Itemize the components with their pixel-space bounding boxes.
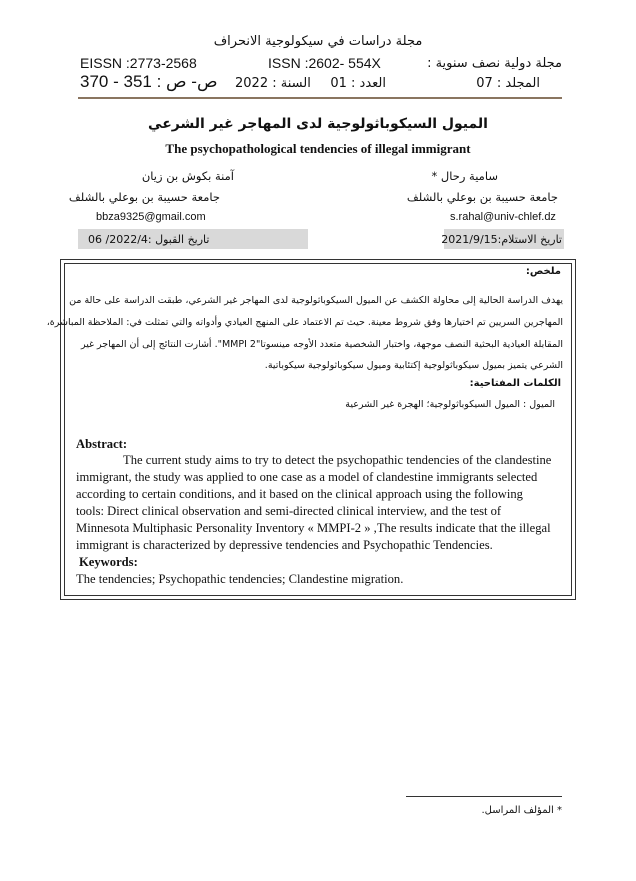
footnote-rule — [406, 796, 562, 797]
english-abstract-line: immigrant, the study was applied to one case as a model of clandestine immigrants selected — [76, 470, 538, 484]
header-rule — [78, 97, 562, 99]
journal-pages: ص- ص : 351 - 370 — [80, 72, 218, 91]
journal-type: مجلة دولية نصف سنوية : — [427, 56, 562, 71]
english-keywords-heading: Keywords: — [79, 555, 138, 569]
english-abstract-line: Minnesota Multiphasic Personality Inventory « MMPI-2 » ,The results indicate that the illegal — [76, 521, 551, 535]
arabic-abstract-line: المهاجرين السريين تم اختيارها وفق شروط معينة. حيث تم الاعتماد على المنهج العيادي وأدواته والتي تمثلت في: الملاحظة المباشرة، — [46, 317, 563, 328]
journal-eissn: EISSN :2773-2568 — [80, 55, 197, 71]
corresponding-author-footnote: * المؤلف المراسل. — [481, 805, 562, 816]
journal-volume: المجلد : 07 — [476, 76, 540, 91]
english-abstract-line: immigrant is characterized by depressive tendencies and Psychopathic Tendencies. — [76, 538, 493, 552]
author-2-name: آمنة بكوش بن زيان — [141, 169, 234, 183]
arabic-keywords: الميول : الميول السيكوباثولوجية؛ الهجرة غير الشرعية — [345, 399, 555, 410]
received-date: تاريخ الاستلام:2021/9/15 — [441, 233, 562, 246]
article-title-english: The psychopathological tendencies of illegal immigrant — [165, 141, 471, 156]
accepted-date: تاريخ القبول :2022/4/ 06 — [88, 233, 210, 246]
english-abstract-line: tools: Direct clinical observation and semi-directed clinical interview, and the test of — [76, 504, 502, 518]
article-title-arabic: الميول السيكوباثولوجية لدى المهاجر غير الشرعي — [148, 116, 488, 132]
english-abstract-line: The current study aims to try to detect the psychopathic tendencies of the clandestine — [123, 453, 552, 467]
journal-issue: العدد : 01 — [330, 76, 386, 91]
journal-issn: ISSN :2602- 554X — [268, 55, 381, 71]
arabic-abstract-line: يهدف الدراسة الحالية إلى محاولة الكشف عن الميول السيكوباثولوجية لدى المهاجر غير الشرعي، طبقت الدراسة على حالة من — [69, 295, 563, 306]
author-1-affiliation: جامعة حسيبة بن بوعلي بالشلف — [406, 190, 558, 204]
abstract-box — [46, 259, 576, 600]
author-2-affiliation: جامعة حسيبة بن بوعلي بالشلف — [68, 190, 220, 204]
author-1-name: سامية رحال * — [431, 169, 498, 183]
arabic-keywords-heading: الكلمات المفتاحية: — [469, 378, 561, 389]
arabic-abstract-line: المقابلة العيادية البحثية النصف موجهة، واختبار الشخصية متعدد الأوجه مينسوتا"MMPI 2". أشارت النتائج إلى أن المهاجر غير — [80, 339, 563, 350]
english-abstract-line: according to certain conditions, and it based on the clinical approach using the following — [76, 487, 523, 501]
arabic-abstract-line: الشرعي يتميز بميول سيكوباثولوجية إكتئابية وميول سيكوباثولوجية سيكوباتية. — [264, 360, 563, 371]
english-keywords: The tendencies; Psychopathic tendencies; Clandestine migration. — [76, 572, 404, 586]
author-2-email: bbza9325@gmail.com — [96, 211, 206, 223]
journal-year: السنة : 2022 — [235, 76, 311, 91]
arabic-abstract-heading: ملخص: — [525, 266, 561, 277]
journal-title: مجلة دراسات في سيكولوجية الانحراف — [213, 34, 423, 49]
english-abstract-heading: Abstract: — [76, 437, 128, 451]
author-1-email: s.rahal@univ-chlef.dz — [450, 211, 556, 223]
